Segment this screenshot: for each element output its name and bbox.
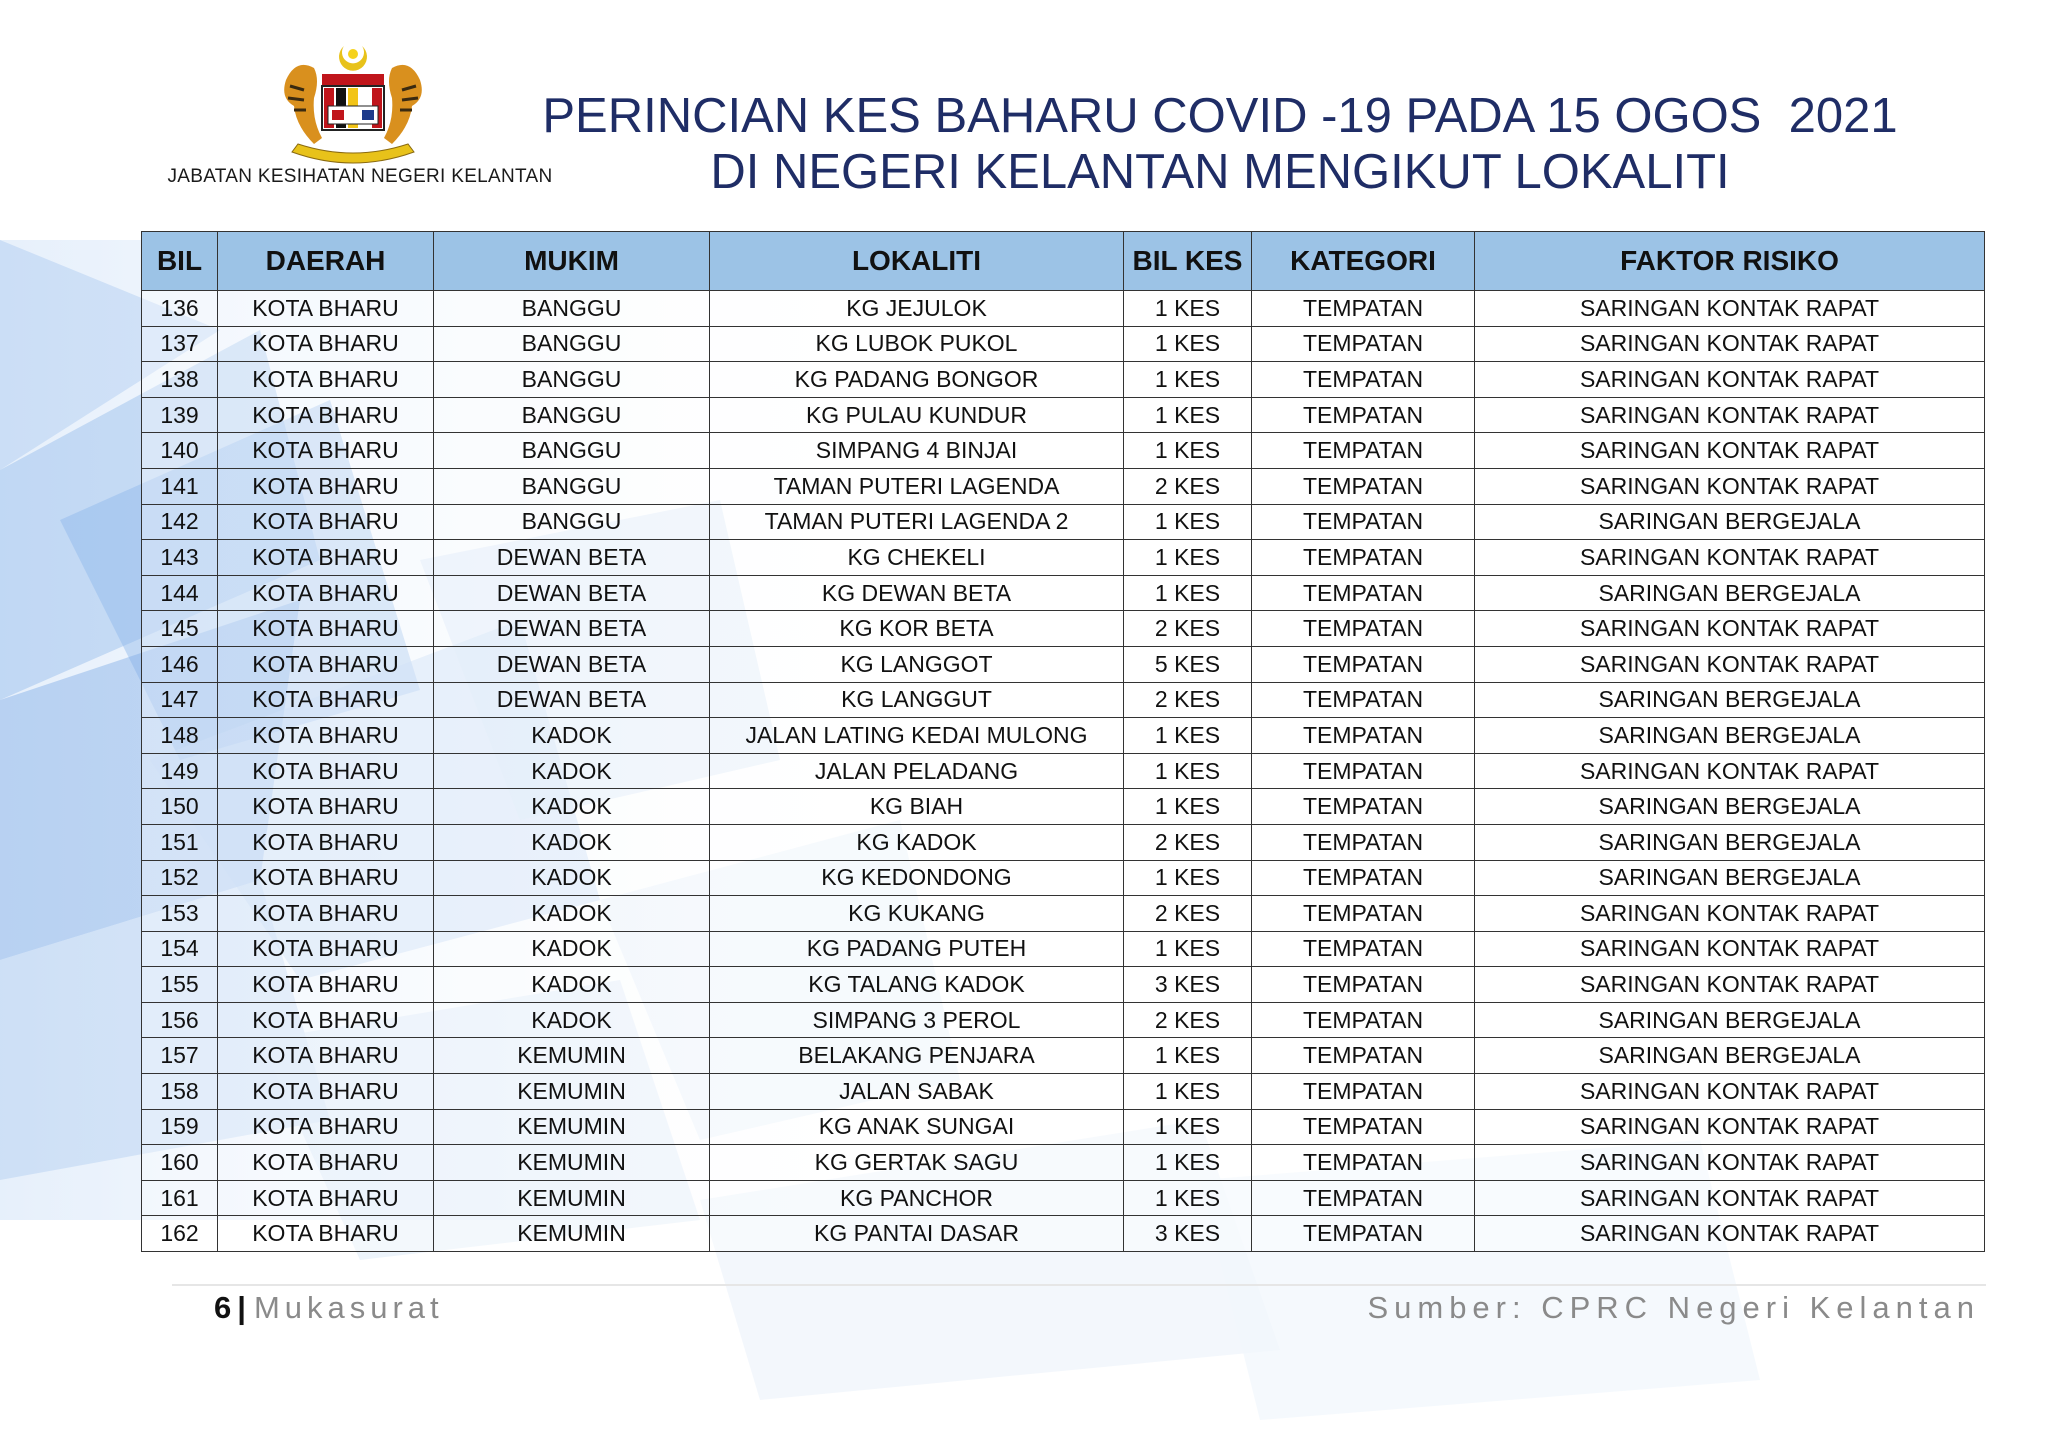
table-row — [142, 789, 1985, 825]
cell-bil: 143 — [142, 540, 218, 576]
cell-bil: 138 — [142, 362, 218, 398]
cell-bil-kes: 2 KES — [1124, 682, 1252, 718]
table-row — [142, 824, 1985, 860]
table-row — [142, 646, 1985, 682]
cell-mukim: DEWAN BETA — [434, 682, 710, 718]
cell-bil-kes: 1 KES — [1124, 1074, 1252, 1110]
cell-lokaliti: KG ANAK SUNGAI — [710, 1109, 1124, 1145]
cell-kategori: TEMPATAN — [1252, 468, 1475, 504]
cell-kategori: TEMPATAN — [1252, 789, 1475, 825]
cell-mukim: DEWAN BETA — [434, 611, 710, 647]
cell-daerah: KOTA BHARU — [218, 824, 434, 860]
cell-lokaliti: TAMAN PUTERI LAGENDA 2 — [710, 504, 1124, 540]
cell-daerah: KOTA BHARU — [218, 896, 434, 932]
cell-mukim: KEMUMIN — [434, 1074, 710, 1110]
cell-mukim: BANGGU — [434, 291, 710, 327]
cell-bil: 152 — [142, 860, 218, 896]
cell-faktor-risiko: SARINGAN KONTAK RAPAT — [1475, 326, 1985, 362]
page-header — [0, 0, 2048, 225]
cell-kategori: TEMPATAN — [1252, 967, 1475, 1003]
cell-bil: 157 — [142, 1038, 218, 1074]
cell-kategori: TEMPATAN — [1252, 824, 1475, 860]
cell-kategori: TEMPATAN — [1252, 718, 1475, 754]
cell-daerah: KOTA BHARU — [218, 718, 434, 754]
cell-bil-kes: 1 KES — [1124, 397, 1252, 433]
cell-daerah: KOTA BHARU — [218, 575, 434, 611]
cell-lokaliti: KG LANGGOT — [710, 646, 1124, 682]
column-header-kategori: KATEGORI — [1252, 232, 1475, 291]
cell-faktor-risiko: SARINGAN KONTAK RAPAT — [1475, 1216, 1985, 1252]
cell-bil-kes: 1 KES — [1124, 860, 1252, 896]
cell-lokaliti: SIMPANG 3 PEROL — [710, 1002, 1124, 1038]
cell-lokaliti: KG BIAH — [710, 789, 1124, 825]
table-row — [142, 718, 1985, 754]
cell-kategori: TEMPATAN — [1252, 860, 1475, 896]
cell-bil-kes: 3 KES — [1124, 967, 1252, 1003]
table-row — [142, 362, 1985, 398]
table-row — [142, 896, 1985, 932]
cell-lokaliti: KG TALANG KADOK — [710, 967, 1124, 1003]
cell-lokaliti: SIMPANG 4 BINJAI — [710, 433, 1124, 469]
table-row — [142, 291, 1985, 327]
cell-bil-kes: 1 KES — [1124, 291, 1252, 327]
agency-name: JABATAN KESIHATAN NEGERI KELANTAN — [167, 166, 553, 187]
cell-mukim: KEMUMIN — [434, 1038, 710, 1074]
cell-lokaliti: JALAN SABAK — [710, 1074, 1124, 1110]
table-row — [142, 1074, 1985, 1110]
cell-lokaliti: KG DEWAN BETA — [710, 575, 1124, 611]
cell-bil-kes: 2 KES — [1124, 611, 1252, 647]
cell-kategori: TEMPATAN — [1252, 646, 1475, 682]
cell-mukim: KEMUMIN — [434, 1216, 710, 1252]
cell-bil: 161 — [142, 1180, 218, 1216]
page-label: Mukasurat — [253, 1290, 444, 1325]
cell-kategori: TEMPATAN — [1252, 1180, 1475, 1216]
cell-bil: 140 — [142, 433, 218, 469]
cell-daerah: KOTA BHARU — [218, 611, 434, 647]
cell-mukim: KADOK — [434, 860, 710, 896]
cell-faktor-risiko: SARINGAN BERGEJALA — [1475, 575, 1985, 611]
title-line-2: DI NEGERI KELANTAN MENGIKUT LOKALITI — [710, 145, 1730, 199]
cell-kategori: TEMPATAN — [1252, 682, 1475, 718]
cell-mukim: KADOK — [434, 753, 710, 789]
cell-daerah: KOTA BHARU — [218, 1109, 434, 1145]
cell-daerah: KOTA BHARU — [218, 1074, 434, 1110]
coat-of-arms-icon — [268, 40, 438, 165]
cell-bil: 147 — [142, 682, 218, 718]
cell-kategori: TEMPATAN — [1252, 1002, 1475, 1038]
cell-bil: 151 — [142, 824, 218, 860]
cell-daerah: KOTA BHARU — [218, 789, 434, 825]
cell-mukim: BANGGU — [434, 468, 710, 504]
cell-lokaliti: KG LUBOK PUKOL — [710, 326, 1124, 362]
page-number — [214, 1290, 444, 1326]
page-number-separator: | — [237, 1290, 246, 1325]
table-row — [142, 1109, 1985, 1145]
cell-faktor-risiko: SARINGAN KONTAK RAPAT — [1475, 753, 1985, 789]
table-row — [142, 931, 1985, 967]
cell-daerah: KOTA BHARU — [218, 860, 434, 896]
table-row — [142, 326, 1985, 362]
cell-bil-kes: 1 KES — [1124, 575, 1252, 611]
cell-bil: 154 — [142, 931, 218, 967]
cell-kategori: TEMPATAN — [1252, 433, 1475, 469]
cell-faktor-risiko: SARINGAN KONTAK RAPAT — [1475, 1109, 1985, 1145]
table-row — [142, 397, 1985, 433]
cell-lokaliti: KG PANTAI DASAR — [710, 1216, 1124, 1252]
cell-daerah: KOTA BHARU — [218, 1216, 434, 1252]
cell-lokaliti: KG JEJULOK — [710, 291, 1124, 327]
cell-daerah: KOTA BHARU — [218, 1145, 434, 1181]
table-header-row — [142, 232, 1985, 291]
cell-daerah: KOTA BHARU — [218, 326, 434, 362]
table-row — [142, 753, 1985, 789]
cell-mukim: KEMUMIN — [434, 1109, 710, 1145]
cell-bil: 149 — [142, 753, 218, 789]
cell-faktor-risiko: SARINGAN KONTAK RAPAT — [1475, 611, 1985, 647]
cell-mukim: KADOK — [434, 1002, 710, 1038]
cell-bil: 141 — [142, 468, 218, 504]
cell-bil-kes: 1 KES — [1124, 1109, 1252, 1145]
column-header-daerah: DAERAH — [218, 232, 434, 291]
cell-faktor-risiko: SARINGAN BERGEJALA — [1475, 1002, 1985, 1038]
cell-mukim: KADOK — [434, 824, 710, 860]
cell-faktor-risiko: SARINGAN KONTAK RAPAT — [1475, 362, 1985, 398]
cell-faktor-risiko: SARINGAN KONTAK RAPAT — [1475, 291, 1985, 327]
cell-faktor-risiko: SARINGAN KONTAK RAPAT — [1475, 1074, 1985, 1110]
cell-mukim: KEMUMIN — [434, 1180, 710, 1216]
cell-bil-kes: 1 KES — [1124, 1145, 1252, 1181]
cell-daerah: KOTA BHARU — [218, 967, 434, 1003]
cell-lokaliti: KG KEDONDONG — [710, 860, 1124, 896]
cell-bil-kes: 2 KES — [1124, 468, 1252, 504]
table-row — [142, 682, 1985, 718]
table-row — [142, 433, 1985, 469]
cell-mukim: BANGGU — [434, 433, 710, 469]
case-table — [141, 231, 1985, 1252]
cell-bil: 142 — [142, 504, 218, 540]
column-header-faktor-risiko: FAKTOR RISIKO — [1475, 232, 1985, 291]
cell-faktor-risiko: SARINGAN KONTAK RAPAT — [1475, 931, 1985, 967]
table-row — [142, 575, 1985, 611]
table-row — [142, 611, 1985, 647]
cell-lokaliti: KG GERTAK SAGU — [710, 1145, 1124, 1181]
cell-daerah: KOTA BHARU — [218, 504, 434, 540]
cell-bil: 160 — [142, 1145, 218, 1181]
cell-bil-kes: 1 KES — [1124, 362, 1252, 398]
cell-bil-kes: 5 KES — [1124, 646, 1252, 682]
table-row — [142, 1145, 1985, 1181]
table-row — [142, 860, 1985, 896]
cell-mukim: KEMUMIN — [434, 1145, 710, 1181]
page-number-value: 6 — [214, 1290, 232, 1325]
cell-lokaliti: JALAN PELADANG — [710, 753, 1124, 789]
cell-lokaliti: BELAKANG PENJARA — [710, 1038, 1124, 1074]
table-row — [142, 1180, 1985, 1216]
page-title — [530, 88, 1910, 200]
cell-bil-kes: 1 KES — [1124, 1038, 1252, 1074]
cell-daerah: KOTA BHARU — [218, 1038, 434, 1074]
cell-kategori: TEMPATAN — [1252, 326, 1475, 362]
cell-bil-kes: 1 KES — [1124, 753, 1252, 789]
cell-daerah: KOTA BHARU — [218, 362, 434, 398]
cell-kategori: TEMPATAN — [1252, 1145, 1475, 1181]
cell-mukim: KADOK — [434, 789, 710, 825]
cell-lokaliti: KG PULAU KUNDUR — [710, 397, 1124, 433]
source-credit: Sumber: CPRC Negeri Kelantan — [1367, 1290, 1980, 1325]
cell-mukim: BANGGU — [434, 397, 710, 433]
cell-mukim: BANGGU — [434, 362, 710, 398]
cell-kategori: TEMPATAN — [1252, 611, 1475, 647]
cell-mukim: BANGGU — [434, 504, 710, 540]
cell-bil: 144 — [142, 575, 218, 611]
cell-faktor-risiko: SARINGAN KONTAK RAPAT — [1475, 433, 1985, 469]
cell-lokaliti: TAMAN PUTERI LAGENDA — [710, 468, 1124, 504]
cell-daerah: KOTA BHARU — [218, 682, 434, 718]
cell-bil-kes: 1 KES — [1124, 931, 1252, 967]
cell-lokaliti: JALAN LATING KEDAI MULONG — [710, 718, 1124, 754]
cell-bil: 156 — [142, 1002, 218, 1038]
cell-kategori: TEMPATAN — [1252, 504, 1475, 540]
cell-mukim: DEWAN BETA — [434, 575, 710, 611]
cell-kategori: TEMPATAN — [1252, 1038, 1475, 1074]
cell-daerah: KOTA BHARU — [218, 931, 434, 967]
cell-faktor-risiko: SARINGAN KONTAK RAPAT — [1475, 967, 1985, 1003]
cell-kategori: TEMPATAN — [1252, 397, 1475, 433]
cell-bil-kes: 2 KES — [1124, 1002, 1252, 1038]
cell-kategori: TEMPATAN — [1252, 291, 1475, 327]
cell-bil-kes: 1 KES — [1124, 540, 1252, 576]
cell-faktor-risiko: SARINGAN BERGEJALA — [1475, 682, 1985, 718]
cell-lokaliti: KG PANCHOR — [710, 1180, 1124, 1216]
table-row — [142, 1038, 1985, 1074]
footer-divider — [172, 1284, 1986, 1286]
cell-daerah: KOTA BHARU — [218, 433, 434, 469]
cell-kategori: TEMPATAN — [1252, 931, 1475, 967]
cell-lokaliti: KG KUKANG — [710, 896, 1124, 932]
cell-kategori: TEMPATAN — [1252, 753, 1475, 789]
cell-bil: 158 — [142, 1074, 218, 1110]
cell-bil-kes: 3 KES — [1124, 1216, 1252, 1252]
cell-bil-kes: 1 KES — [1124, 1180, 1252, 1216]
cell-kategori: TEMPATAN — [1252, 575, 1475, 611]
cell-faktor-risiko: SARINGAN BERGEJALA — [1475, 718, 1985, 754]
cell-mukim: BANGGU — [434, 326, 710, 362]
title-line-1: PERINCIAN KES BAHARU COVID -19 PADA 15 OGOS 2021 — [542, 89, 1898, 143]
cell-bil: 139 — [142, 397, 218, 433]
cell-mukim: DEWAN BETA — [434, 646, 710, 682]
cell-bil: 150 — [142, 789, 218, 825]
cell-bil: 146 — [142, 646, 218, 682]
cell-bil: 136 — [142, 291, 218, 327]
cell-faktor-risiko: SARINGAN BERGEJALA — [1475, 860, 1985, 896]
cell-bil-kes: 2 KES — [1124, 896, 1252, 932]
cell-kategori: TEMPATAN — [1252, 1109, 1475, 1145]
column-header-bil: BIL — [142, 232, 218, 291]
cell-bil: 145 — [142, 611, 218, 647]
cell-mukim: KADOK — [434, 931, 710, 967]
column-header-bil-kes: BIL KES — [1124, 232, 1252, 291]
cell-daerah: KOTA BHARU — [218, 1002, 434, 1038]
table-row — [142, 1002, 1985, 1038]
cell-bil-kes: 1 KES — [1124, 326, 1252, 362]
cell-lokaliti: KG LANGGUT — [710, 682, 1124, 718]
table-row — [142, 468, 1985, 504]
cell-kategori: TEMPATAN — [1252, 1074, 1475, 1110]
cell-daerah: KOTA BHARU — [218, 1180, 434, 1216]
cell-daerah: KOTA BHARU — [218, 753, 434, 789]
cell-faktor-risiko: SARINGAN KONTAK RAPAT — [1475, 468, 1985, 504]
cell-lokaliti: KG KADOK — [710, 824, 1124, 860]
table-row — [142, 1216, 1985, 1252]
cell-mukim: DEWAN BETA — [434, 540, 710, 576]
cell-bil-kes: 1 KES — [1124, 433, 1252, 469]
table-row — [142, 504, 1985, 540]
cell-faktor-risiko: SARINGAN KONTAK RAPAT — [1475, 646, 1985, 682]
cell-mukim: KADOK — [434, 896, 710, 932]
cell-bil-kes: 1 KES — [1124, 718, 1252, 754]
cell-kategori: TEMPATAN — [1252, 362, 1475, 398]
cell-kategori: TEMPATAN — [1252, 896, 1475, 932]
cell-faktor-risiko: SARINGAN KONTAK RAPAT — [1475, 397, 1985, 433]
cell-faktor-risiko: SARINGAN KONTAK RAPAT — [1475, 540, 1985, 576]
table-row — [142, 967, 1985, 1003]
cell-daerah: KOTA BHARU — [218, 540, 434, 576]
cell-bil: 137 — [142, 326, 218, 362]
cell-bil: 159 — [142, 1109, 218, 1145]
cell-lokaliti: KG CHEKELI — [710, 540, 1124, 576]
cell-bil-kes: 1 KES — [1124, 504, 1252, 540]
column-header-lokaliti: LOKALITI — [710, 232, 1124, 291]
cell-daerah: KOTA BHARU — [218, 646, 434, 682]
cell-kategori: TEMPATAN — [1252, 540, 1475, 576]
cell-daerah: KOTA BHARU — [218, 397, 434, 433]
cell-bil: 162 — [142, 1216, 218, 1252]
cell-faktor-risiko: SARINGAN BERGEJALA — [1475, 504, 1985, 540]
cell-faktor-risiko: SARINGAN KONTAK RAPAT — [1475, 1145, 1985, 1181]
cell-faktor-risiko: SARINGAN BERGEJALA — [1475, 1038, 1985, 1074]
cell-bil: 148 — [142, 718, 218, 754]
cell-mukim: KADOK — [434, 718, 710, 754]
cell-lokaliti: KG PADANG BONGOR — [710, 362, 1124, 398]
cell-faktor-risiko: SARINGAN BERGEJALA — [1475, 824, 1985, 860]
cell-bil: 155 — [142, 967, 218, 1003]
cell-daerah: KOTA BHARU — [218, 468, 434, 504]
cell-bil-kes: 1 KES — [1124, 789, 1252, 825]
cell-faktor-risiko: SARINGAN BERGEJALA — [1475, 789, 1985, 825]
cell-lokaliti: KG PADANG PUTEH — [710, 931, 1124, 967]
cell-faktor-risiko: SARINGAN KONTAK RAPAT — [1475, 1180, 1985, 1216]
cell-kategori: TEMPATAN — [1252, 1216, 1475, 1252]
cell-bil: 153 — [142, 896, 218, 932]
cell-lokaliti: KG KOR BETA — [710, 611, 1124, 647]
cell-mukim: KADOK — [434, 967, 710, 1003]
table-row — [142, 540, 1985, 576]
column-header-mukim: MUKIM — [434, 232, 710, 291]
cell-daerah: KOTA BHARU — [218, 291, 434, 327]
cell-faktor-risiko: SARINGAN KONTAK RAPAT — [1475, 896, 1985, 932]
cell-bil-kes: 2 KES — [1124, 824, 1252, 860]
table-body — [142, 291, 1985, 1252]
